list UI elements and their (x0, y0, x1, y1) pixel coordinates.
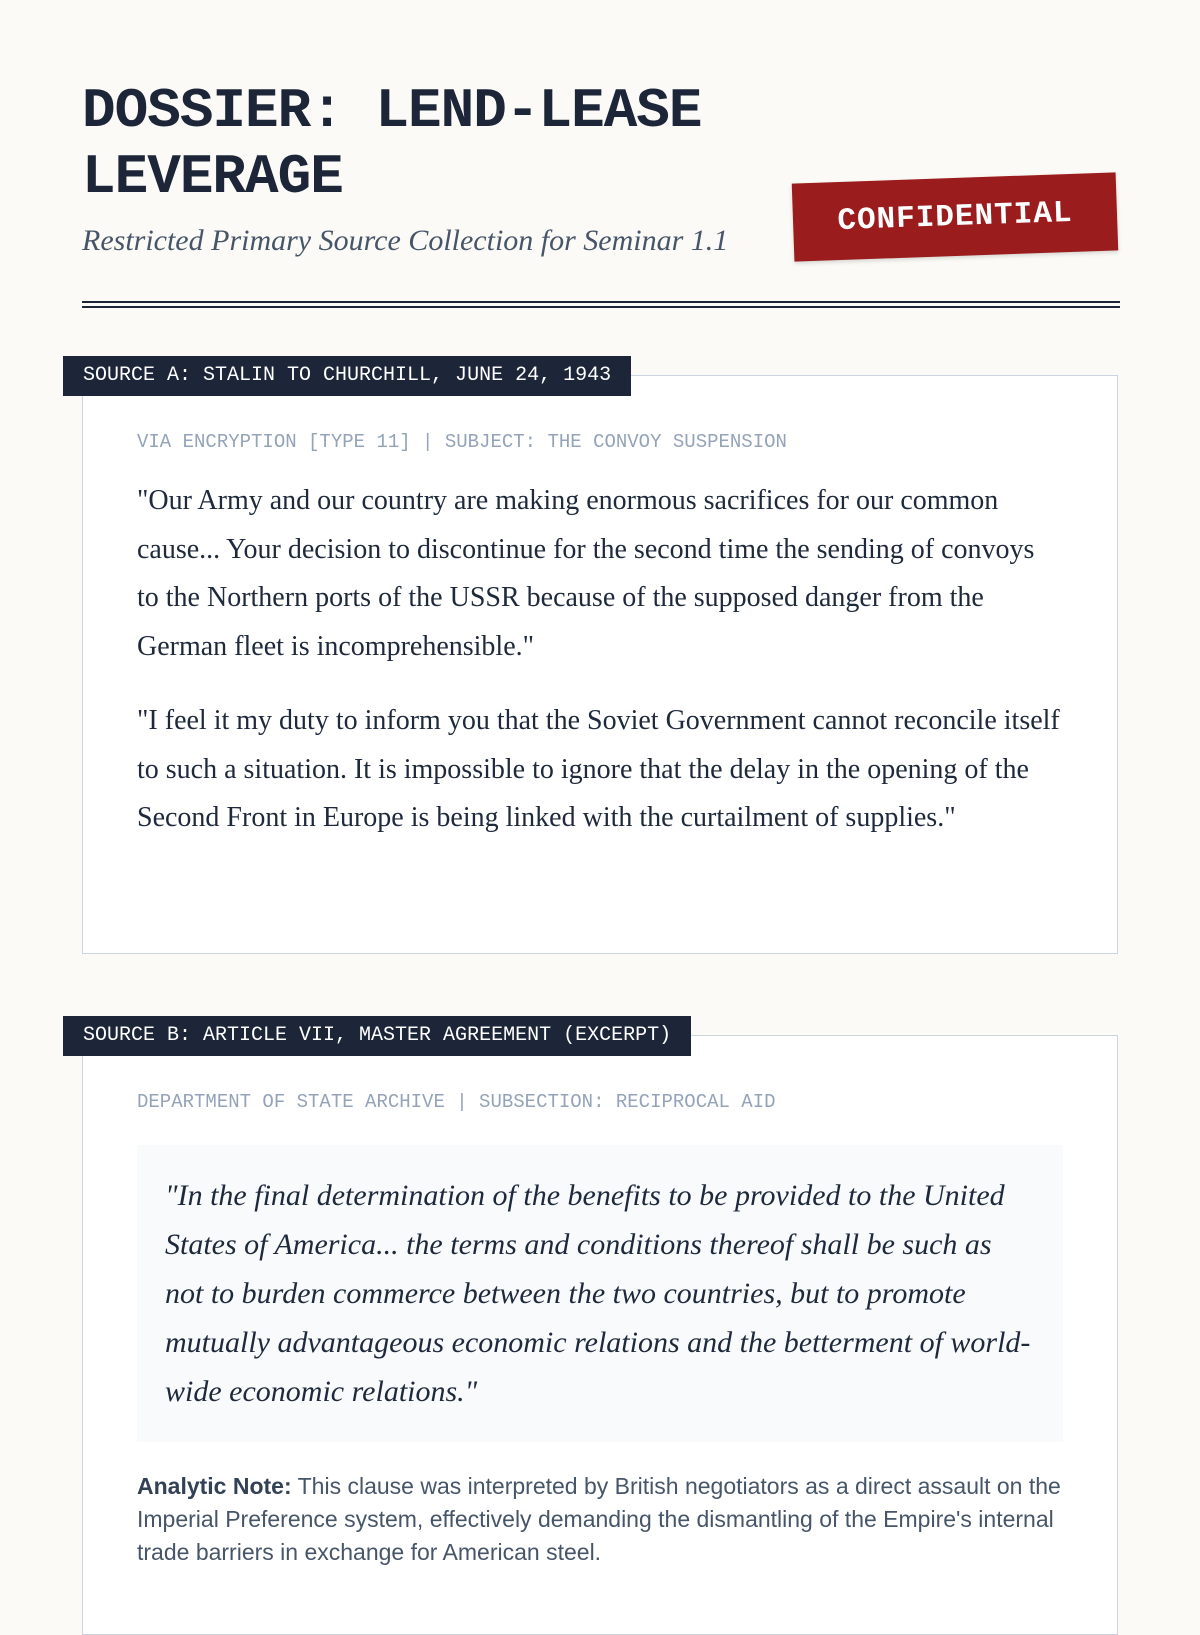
source-quote: "In the final determination of the benefits to be provided to the United States of America... the terms and conditions thereof shall be such as not to burden commerce between the two countries, but to promote mutually advantageous economic relations and the betterment of world-wide economic relations." (137, 1145, 1063, 1442)
dossier-header (82, 78, 1120, 258)
source-card-b (82, 1024, 1118, 1635)
confidential-stamp: CONFIDENTIAL (792, 172, 1119, 261)
source-label: SOURCE B: ARTICLE VII, MASTER AGREEMENT (EXCERPT) (63, 1016, 691, 1056)
page-title: DOSSIER: LEND-LEASE LEVERAGE (82, 79, 702, 209)
source-meta: DEPARTMENT OF STATE ARCHIVE | SUBSECTION: RECIPROCAL AID (137, 1091, 776, 1113)
analytic-note-text: This clause was interpreted by British negotiators as a direct assault on the Imperial Preference system, effectively demanding the dismantling of the Empire's internal trade barriers in exchange for American steel. (137, 1473, 1061, 1565)
source-paragraph: "Our Army and our country are making enormous sacrifices for our common cause... Your decision to discontinue for the second time the sending of convoys to the Northern ports of the USSR because of the supposed danger from the German fleet is incomprehensible." (137, 485, 1035, 662)
source-meta: VIA ENCRYPTION [TYPE 11] | SUBJECT: THE CONVOY SUSPENSION (137, 431, 787, 453)
analytic-note-label: Analytic Note: (137, 1473, 292, 1499)
header-divider (82, 301, 1120, 303)
source-paragraph: "I feel it my duty to inform you that the Soviet Government cannot reconcile itself to such a situation. It is impossible to ignore that the delay in the opening of the Second Front in Europe is being linked with the curtailment of supplies." (137, 705, 1060, 833)
source-label: SOURCE A: STALIN TO CHURCHILL, JUNE 24, 1943 (63, 356, 631, 396)
page-subtitle: Restricted Primary Source Collection for Seminar 1.1 (82, 224, 729, 257)
source-card-a (82, 364, 1118, 954)
analytic-note (137, 1470, 1063, 1569)
header-divider-secondary (82, 306, 1120, 308)
